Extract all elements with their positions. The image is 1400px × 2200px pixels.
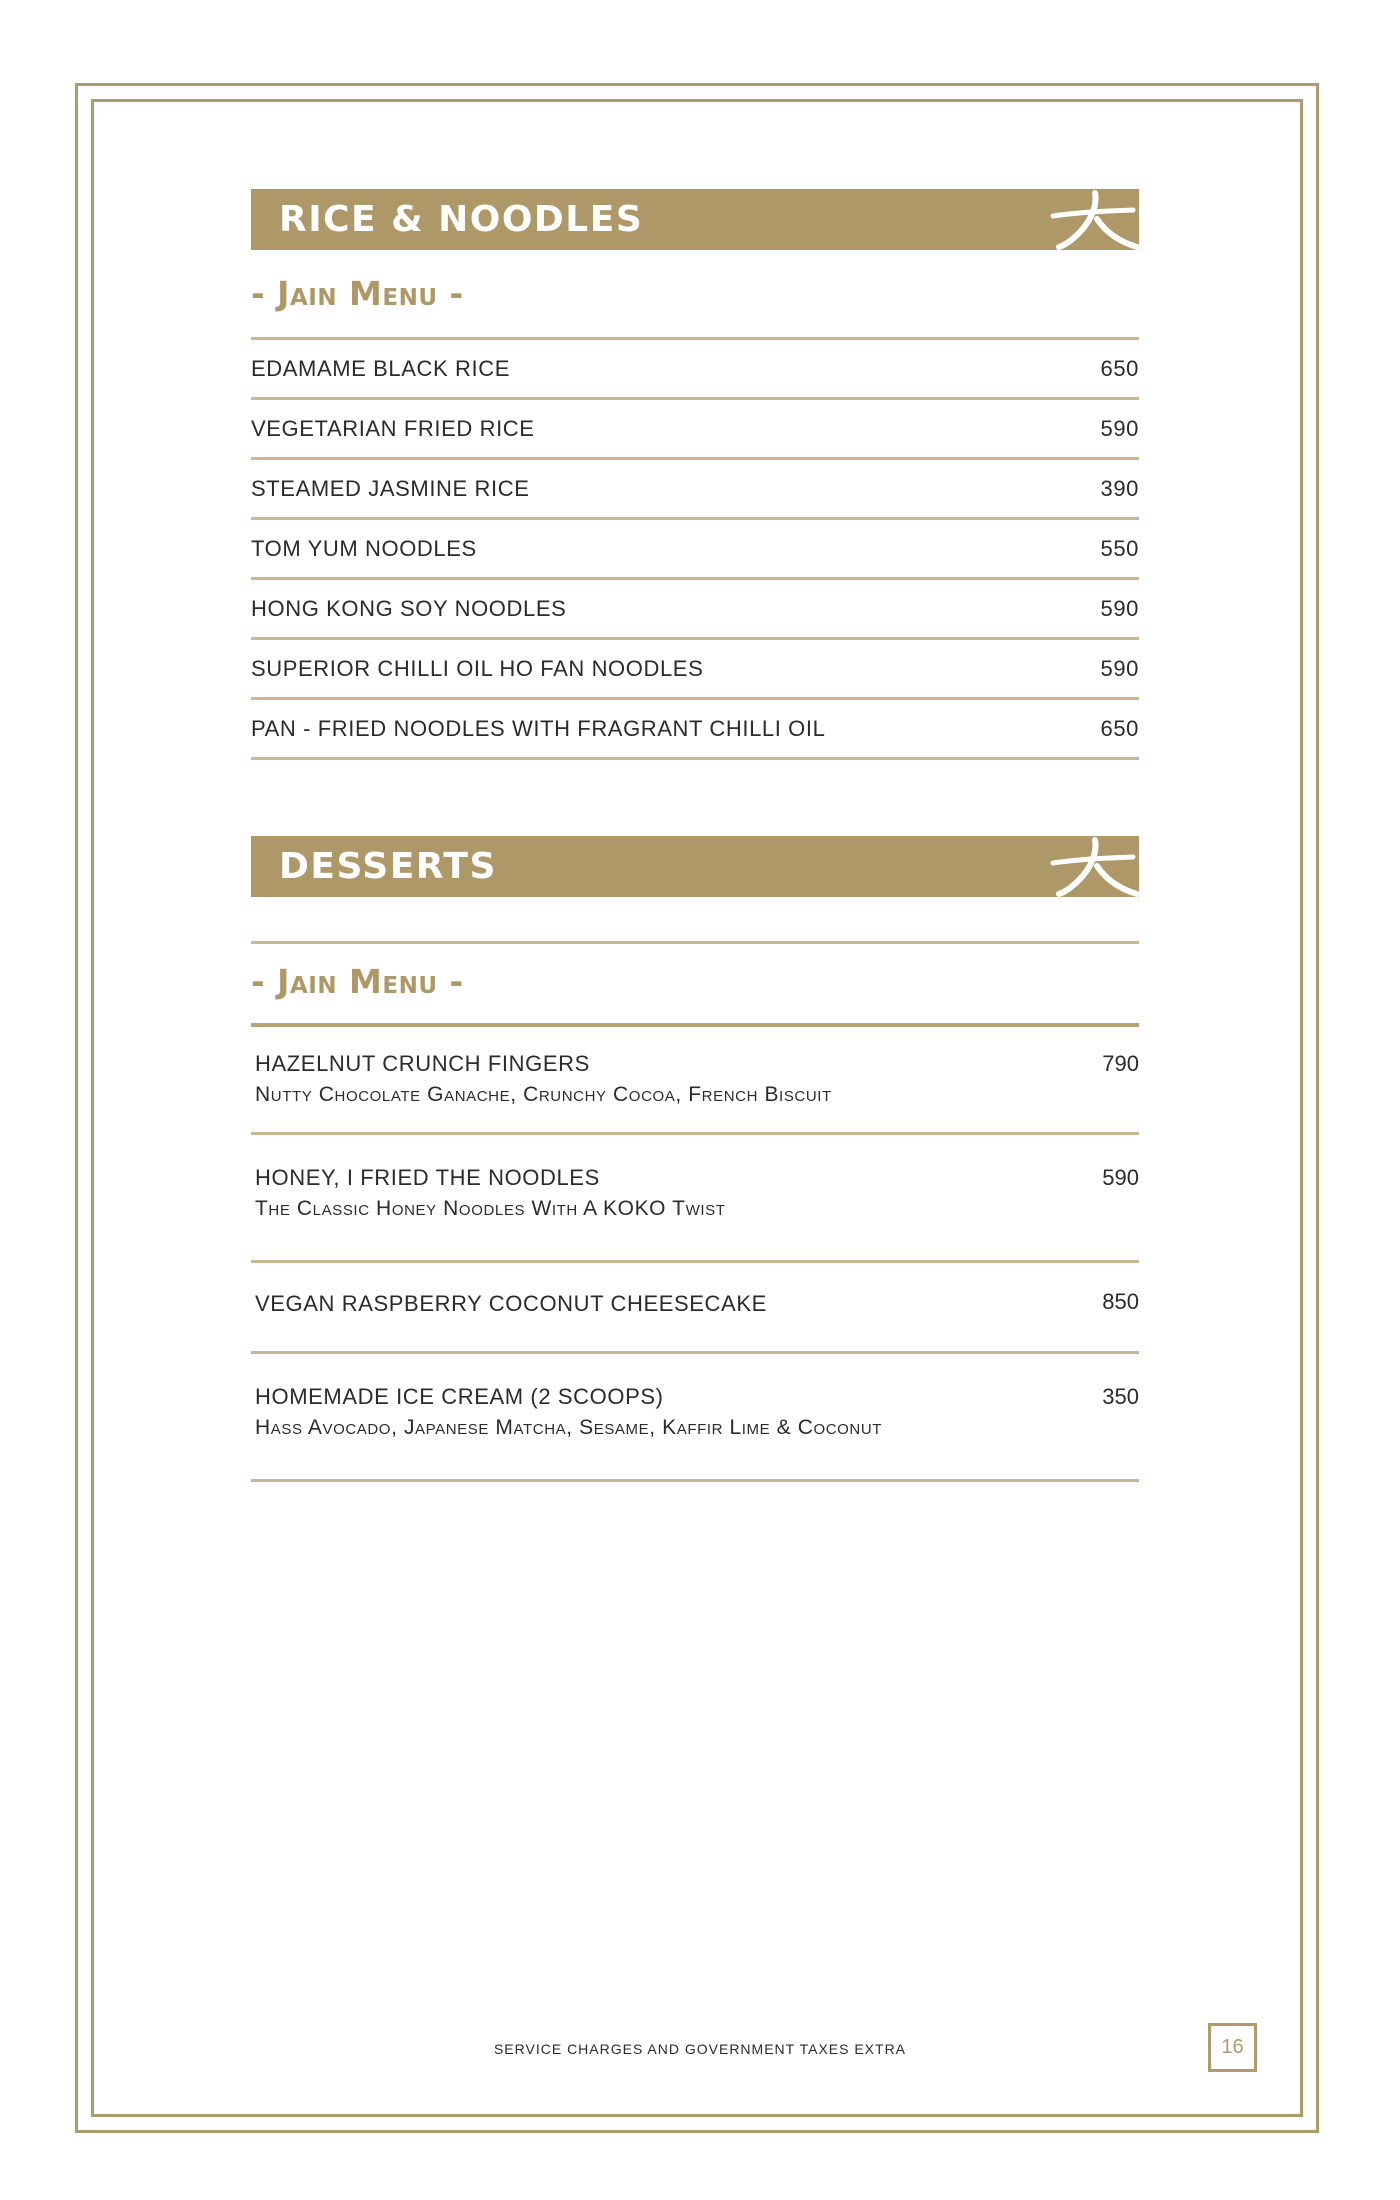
item-name: HOMEMADE ICE CREAM (2 SCOOPS) xyxy=(255,1384,664,1409)
item-name: HAZELNUT CRUNCH FINGERS xyxy=(255,1051,590,1076)
item-description: Hass Avocado, Japanese Matcha, Sesame, Kaffir Lime & Coconut xyxy=(255,1416,883,1439)
item-price: 850 xyxy=(1102,1289,1139,1314)
item-price: 590 xyxy=(1100,655,1139,681)
menu-item xyxy=(251,640,1139,700)
item-price: 590 xyxy=(1100,595,1139,621)
desserts-list xyxy=(251,1027,1139,1482)
section-subheading: - Jain Menu - xyxy=(251,962,464,1001)
item-name: STEAMED JASMINE RICE xyxy=(251,475,530,501)
menu-item xyxy=(251,580,1139,640)
menu-content xyxy=(251,189,1139,1482)
item-price: 650 xyxy=(1100,715,1139,741)
item-name: PAN - FRIED NOODLES WITH FRAGRANT CHILLI OIL xyxy=(251,715,826,741)
item-description: The Classic Honey Noodles With A KOKO Twist xyxy=(255,1197,726,1220)
footer-note: SERVICE CHARGES AND GOVERNMENT TAXES EXTRA xyxy=(493,2041,907,2057)
item-description: Nutty Chocolate Ganache, Crunchy Cocoa, French Biscuit xyxy=(255,1083,832,1106)
item-name: HONEY, I FRIED THE NOODLES xyxy=(255,1165,600,1190)
section-banner-desserts xyxy=(251,836,1139,897)
menu-item xyxy=(251,340,1139,400)
menu-item xyxy=(251,1027,1139,1135)
item-name: HONG KONG SOY NOODLES xyxy=(251,595,567,621)
item-name: EDAMAME BLACK RICE xyxy=(251,355,510,381)
item-name: TOM YUM NOODLES xyxy=(251,535,477,561)
item-name: VEGETARIAN FRIED RICE xyxy=(251,415,535,441)
section-subheading: - Jain Menu - xyxy=(251,274,464,313)
menu-item xyxy=(251,1354,1139,1482)
section-banner-rice-noodles xyxy=(251,189,1139,250)
menu-item xyxy=(251,400,1139,460)
item-price: 550 xyxy=(1100,535,1139,561)
menu-item xyxy=(251,1263,1139,1354)
koko-logo-icon xyxy=(1043,836,1139,897)
item-price: 350 xyxy=(1102,1384,1139,1409)
koko-logo-icon xyxy=(1043,189,1139,250)
menu-item xyxy=(251,460,1139,520)
item-price: 790 xyxy=(1102,1051,1139,1076)
item-name: VEGAN RASPBERRY COCONUT CHEESECAKE xyxy=(255,1291,767,1316)
menu-item xyxy=(251,700,1139,760)
menu-item xyxy=(251,1135,1139,1263)
page-number: 16 xyxy=(1208,2023,1257,2072)
item-price: 650 xyxy=(1100,355,1139,381)
section-title: RICE & NOODLES xyxy=(279,199,644,240)
item-price: 590 xyxy=(1100,415,1139,441)
item-price: 390 xyxy=(1100,475,1139,501)
section-title: DESSERTS xyxy=(279,846,497,887)
rice-noodles-list xyxy=(251,340,1139,760)
menu-item xyxy=(251,520,1139,580)
item-name: SUPERIOR CHILLI OIL HO FAN NOODLES xyxy=(251,655,704,681)
item-price: 590 xyxy=(1102,1165,1139,1190)
